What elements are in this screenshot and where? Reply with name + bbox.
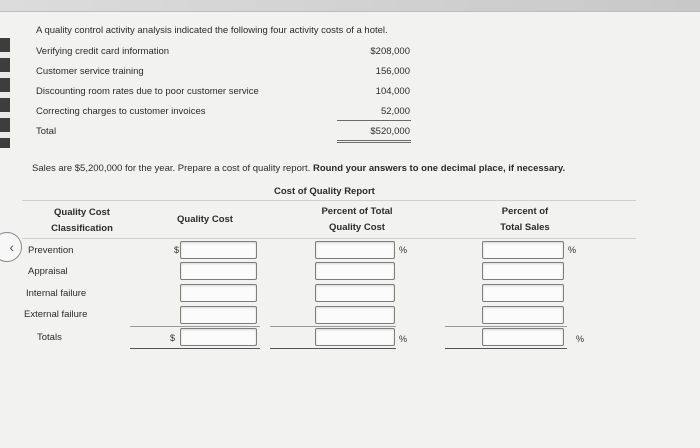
row-label-prevention: Prevention bbox=[28, 245, 74, 256]
activity-amount: $208,000 bbox=[370, 46, 410, 57]
appraisal-cost-input[interactable] bbox=[180, 262, 257, 280]
header-quality-cost: Quality Cost bbox=[177, 214, 233, 225]
instruction-text: Sales are $5,200,000 for the year. Prepare a cost of quality report. bbox=[32, 163, 313, 174]
external-failure-pct-quality-input[interactable] bbox=[315, 306, 395, 324]
row-label-appraisal: Appraisal bbox=[28, 266, 68, 277]
internal-failure-pct-quality-input[interactable] bbox=[315, 284, 395, 302]
row-label-external-failure: External failure bbox=[24, 309, 88, 320]
header-percent-sales-line1: Percent of bbox=[501, 206, 549, 217]
header-percent-sales-line2: Total Sales bbox=[500, 222, 550, 233]
total-pct-sales-input[interactable] bbox=[482, 328, 564, 346]
total-double-underline bbox=[337, 142, 411, 143]
instruction-emphasis: Round your answers to one decimal place, if necessary. bbox=[312, 163, 566, 174]
total-underline bbox=[337, 140, 411, 141]
report-header-rule bbox=[22, 200, 636, 201]
header-classification bbox=[30, 205, 134, 237]
internal-failure-cost-input[interactable] bbox=[180, 284, 257, 302]
header-percent-quality-line1: Percent of Total bbox=[321, 206, 393, 217]
header-percent-quality bbox=[300, 204, 414, 236]
window-top-bar bbox=[0, 0, 700, 12]
instruction bbox=[32, 163, 565, 174]
pct-quality-total-underline bbox=[270, 348, 396, 349]
percent-sign: % bbox=[576, 334, 585, 344]
chevron-left-icon: ‹ bbox=[9, 239, 14, 255]
pct-sales-total-underline bbox=[445, 348, 567, 349]
report-subheader-rule bbox=[22, 238, 636, 239]
dollar-sign: $ bbox=[170, 333, 176, 343]
external-failure-cost-input[interactable] bbox=[180, 306, 257, 324]
appraisal-pct-sales-input[interactable] bbox=[482, 262, 564, 280]
total-rule bbox=[337, 120, 411, 121]
header-percent-quality-line2: Quality Cost bbox=[329, 222, 385, 233]
sidebar-strip bbox=[0, 38, 10, 148]
total-label: Total bbox=[36, 126, 57, 137]
header-classification-line2: Classification bbox=[51, 223, 113, 234]
activity-amount: 156,000 bbox=[375, 66, 410, 77]
activity-label: Verifying credit card information bbox=[36, 46, 170, 57]
problem-intro: A quality control activity analysis indicated the following four activity costs of a hotel. bbox=[36, 25, 388, 36]
activity-amount: 104,000 bbox=[375, 86, 410, 97]
prevention-pct-quality-input[interactable] bbox=[315, 241, 395, 259]
total-cost-input[interactable] bbox=[180, 328, 257, 346]
percent-sign: % bbox=[568, 245, 577, 255]
prevention-pct-sales-input[interactable] bbox=[482, 241, 564, 259]
activity-amount: 52,000 bbox=[380, 106, 410, 117]
total-amount: $520,000 bbox=[370, 126, 410, 137]
pct-quality-total-rule bbox=[270, 326, 396, 327]
external-failure-pct-sales-input[interactable] bbox=[482, 306, 564, 324]
pct-sales-total-rule bbox=[445, 326, 567, 327]
activity-label: Discounting room rates due to poor customer service bbox=[36, 86, 259, 97]
activity-label: Correcting charges to customer invoices bbox=[36, 106, 206, 117]
percent-sign: % bbox=[399, 245, 408, 255]
cost-total-underline bbox=[130, 348, 260, 349]
header-classification-line1: Quality Cost bbox=[54, 207, 110, 218]
row-label-internal-failure: Internal failure bbox=[26, 288, 87, 299]
internal-failure-pct-sales-input[interactable] bbox=[482, 284, 564, 302]
report-title: Cost of Quality Report bbox=[274, 186, 375, 197]
header-percent-sales bbox=[480, 204, 570, 236]
activity-label: Customer service training bbox=[36, 66, 144, 77]
cost-total-rule bbox=[130, 326, 260, 327]
row-label-totals: Totals bbox=[37, 332, 62, 343]
appraisal-pct-quality-input[interactable] bbox=[315, 262, 395, 280]
collapse-panel-button[interactable] bbox=[0, 232, 22, 262]
prevention-cost-input[interactable] bbox=[180, 241, 257, 259]
dollar-sign: $ bbox=[174, 245, 180, 255]
total-pct-quality-input[interactable] bbox=[315, 328, 395, 346]
percent-sign: % bbox=[399, 334, 408, 344]
